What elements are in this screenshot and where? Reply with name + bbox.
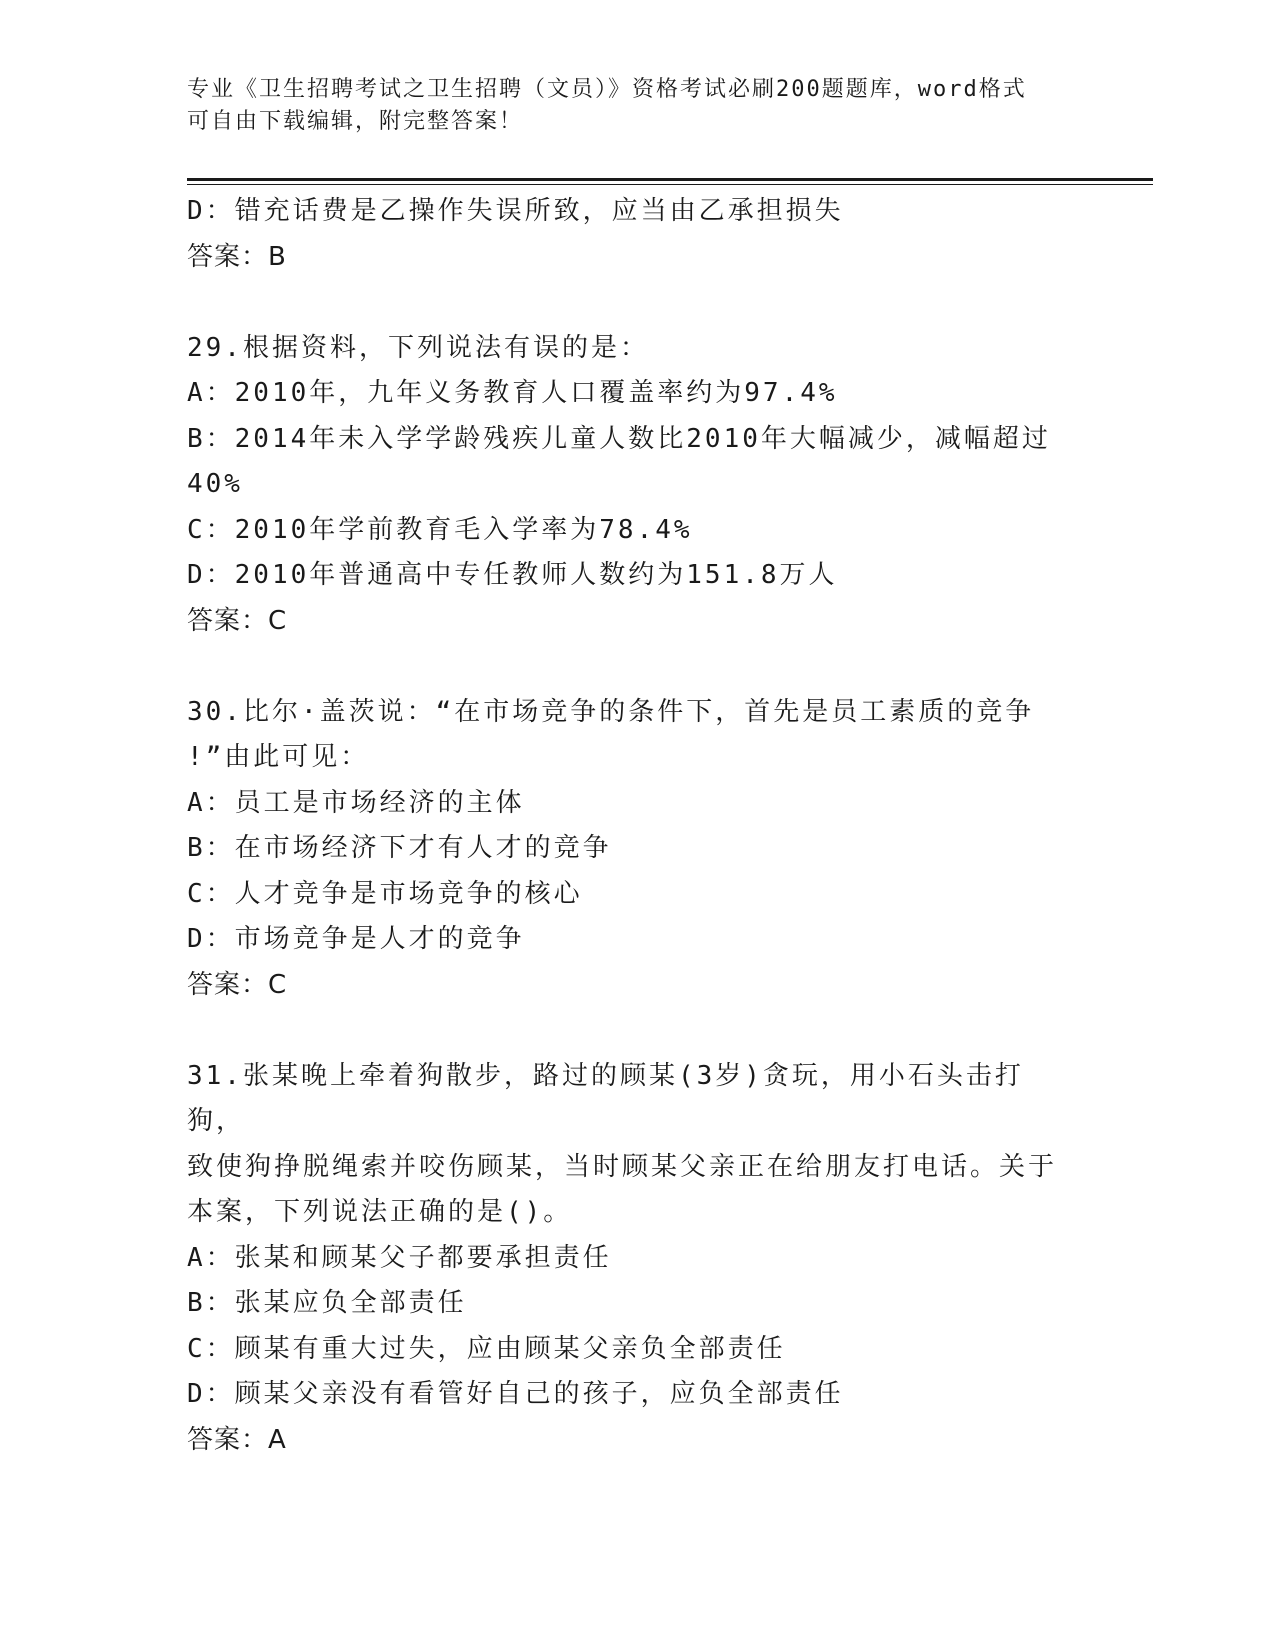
option-d: D：市场竞争是人才的竞争	[187, 924, 525, 954]
option-a: A：2010年，九年义务教育人口覆盖率约为97.4%	[187, 378, 838, 408]
question-text-continued: 致使狗挣脱绳索并咬伤顾某，当时顾某父亲正在给朋友打电话。关于	[187, 1151, 1058, 1182]
option-c: C：顾某有重大过失，应由顾某父亲负全部责任	[187, 1333, 786, 1364]
question-text: 30.比尔·盖茨说：“在市场竞争的条件下，首先是员工素质的竞争	[187, 696, 1035, 727]
question-text: 31.张某晚上牵着狗散步，路过的顾某(3岁)贪玩，用小石头击打狗，	[187, 1060, 1024, 1136]
header-divider-thin	[187, 184, 1153, 185]
option-c: C：2010年学前教育毛入学率为78.4%	[187, 514, 693, 545]
answer-label: 答案：C	[187, 969, 288, 1000]
answer-label: 答案：B	[187, 241, 287, 272]
question-30	[187, 690, 1067, 1009]
option-a: A：张某和顾某父子都要承担责任	[187, 1242, 612, 1273]
option-d: D：顾某父亲没有看管好自己的孩子，应负全部责任	[187, 1379, 844, 1409]
question-28-tail	[187, 189, 1067, 280]
question-list	[187, 189, 1067, 1463]
option-c: C：人才竞争是市场竞争的核心	[187, 878, 583, 909]
question-text-continued: !”由此可见：	[187, 742, 370, 772]
question-29	[187, 326, 1067, 645]
document-header	[187, 74, 1067, 138]
option-b: B：2014年未入学学龄残疾儿童人数比2010年大幅减少，减幅超过	[187, 423, 1051, 454]
option-d: D：错充话费是乙操作失误所致，应当由乙承担损失	[187, 196, 844, 226]
header-line-2: 可自由下载编辑，附完整答案！	[187, 109, 524, 134]
header-divider-thick	[187, 178, 1153, 181]
question-text: 29.根据资料，下列说法有误的是：	[187, 332, 649, 363]
option-b-continued: 40%	[187, 469, 243, 499]
question-31	[187, 1054, 1067, 1464]
option-a: A：员工是市场经济的主体	[187, 787, 525, 818]
question-text-continued: 本案，下列说法正确的是()。	[187, 1197, 573, 1227]
option-b: B：在市场经济下才有人才的竞争	[187, 833, 612, 863]
header-line-1: 专业《卫生招聘考试之卫生招聘（文员）》资格考试必刷200题题库，word格式	[187, 77, 1027, 102]
option-d: D：2010年普通高中专任教师人数约为151.8万人	[187, 560, 838, 590]
answer-label: 答案：C	[187, 605, 288, 636]
answer-label: 答案：A	[187, 1424, 287, 1455]
option-b: B：张某应负全部责任	[187, 1288, 467, 1318]
